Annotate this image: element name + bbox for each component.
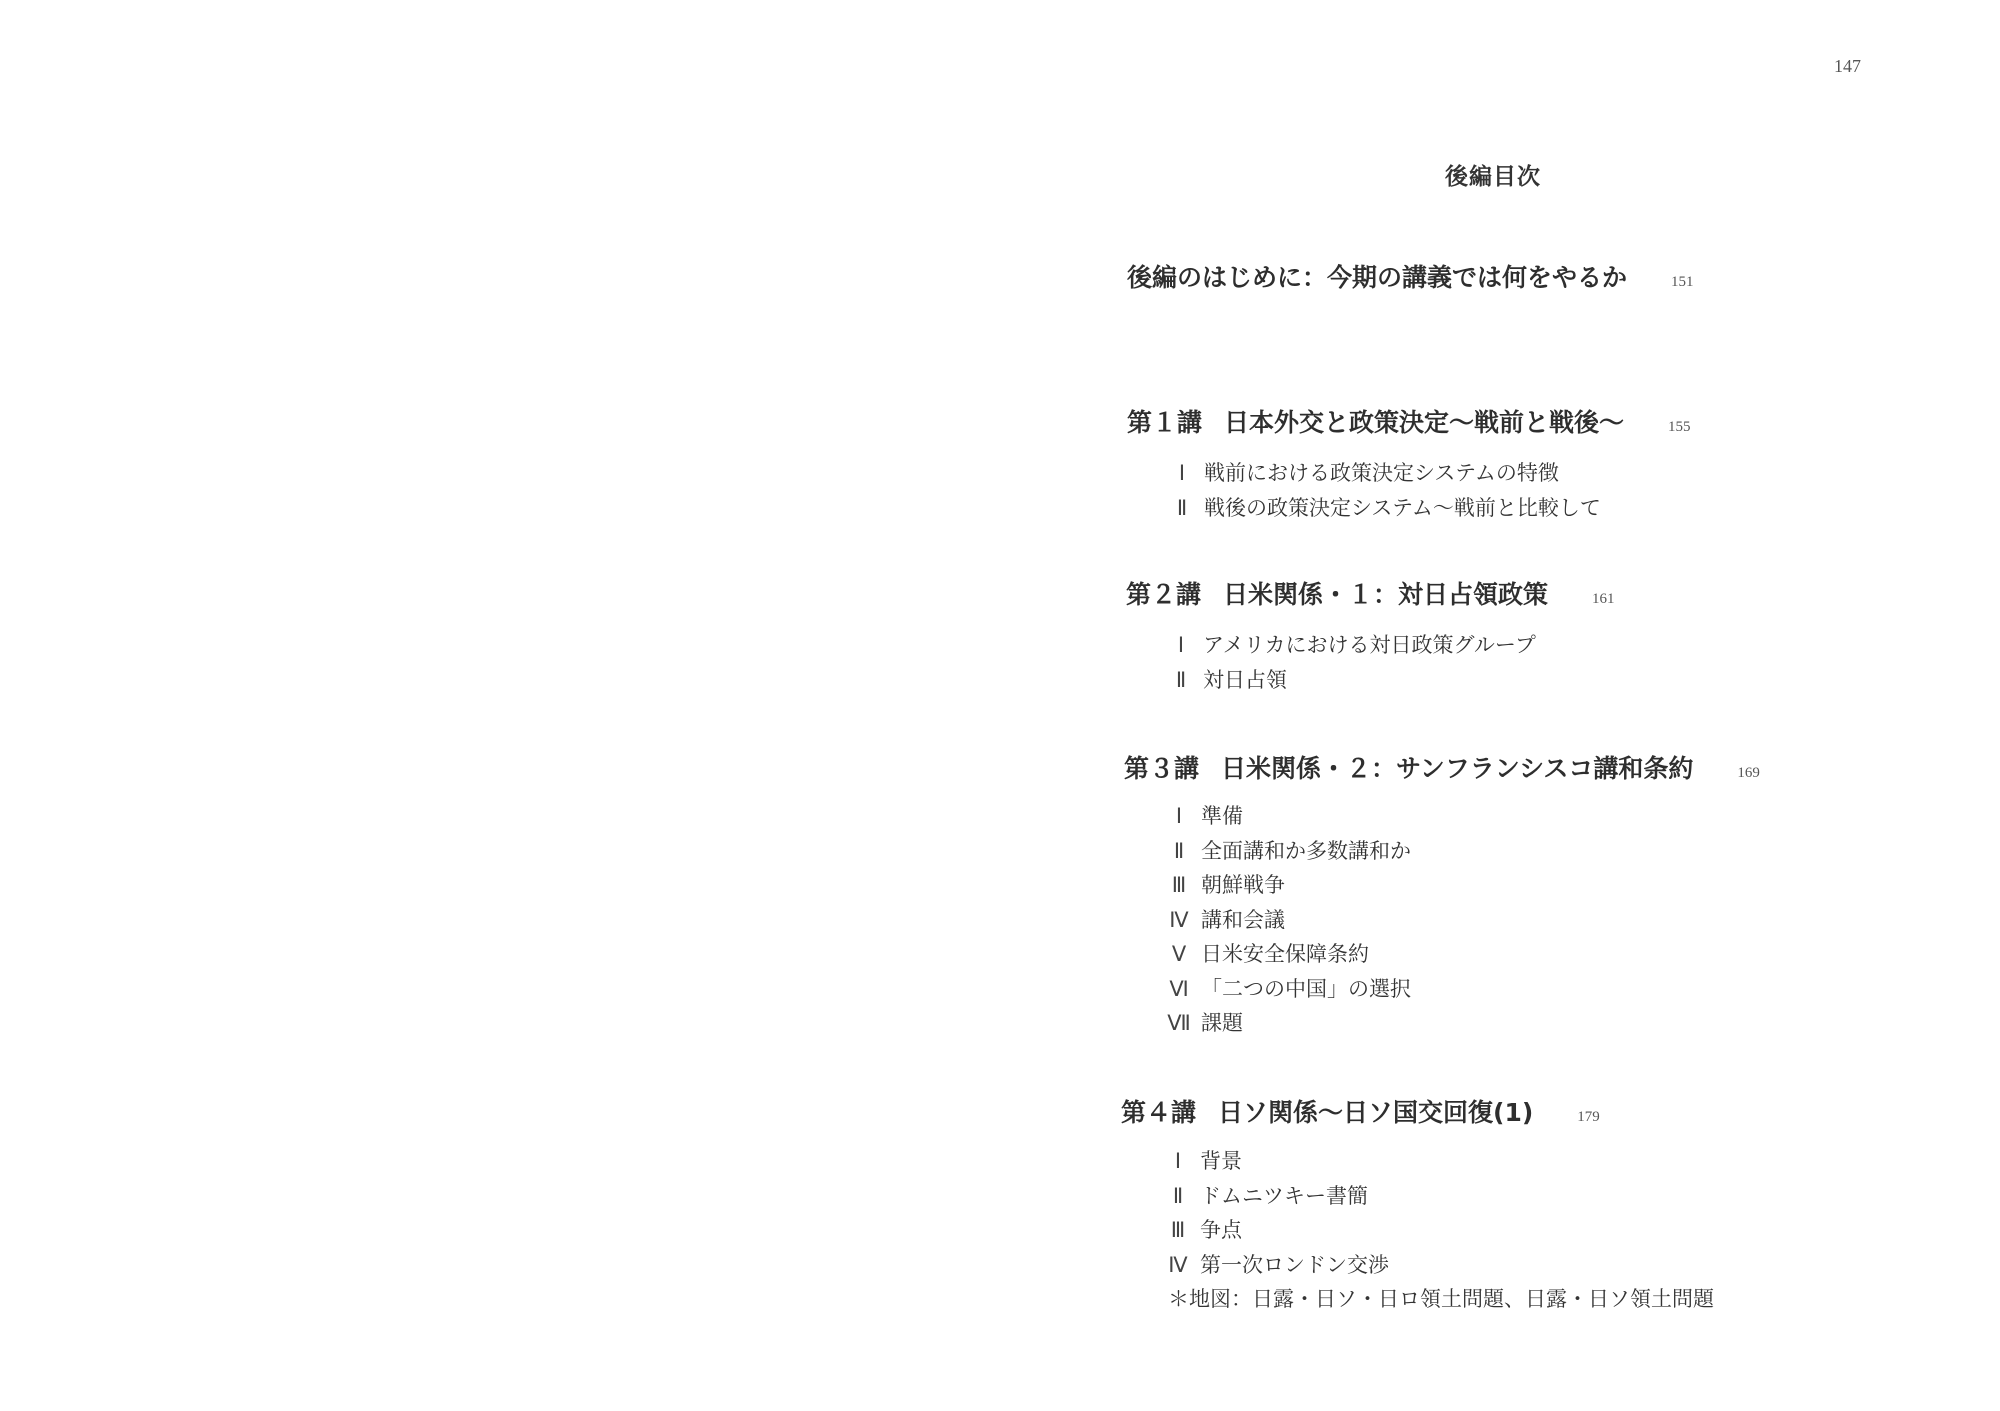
section-title: 準備	[1201, 804, 1243, 828]
section-item	[1157, 903, 1411, 938]
section-item	[1156, 1213, 1714, 1248]
section-item	[1157, 834, 1411, 869]
section-title: アメリカにおける対日政策グループ	[1203, 633, 1536, 657]
section-title: 背景	[1200, 1149, 1242, 1173]
lecture-1-title: 日本外交と政策決定～戦前と戦後～	[1224, 408, 1625, 437]
section-numeral: Ⅳ	[1169, 907, 1189, 932]
lecture-1-number: 第１講	[1127, 408, 1203, 437]
section-numeral: Ⅰ	[1177, 633, 1185, 657]
section-title: 課題	[1201, 1011, 1243, 1035]
intro-page-ref: 151	[1671, 273, 1694, 290]
lecture-4-sections	[1156, 1144, 1714, 1317]
section-numeral: Ⅲ	[1170, 1218, 1186, 1242]
lecture-3-sections	[1157, 799, 1411, 1041]
lecture-2-number: 第２講	[1126, 580, 1202, 609]
section-numeral: Ⅰ	[1175, 804, 1183, 828]
lecture-1-sections	[1160, 456, 1601, 525]
section-item	[1157, 799, 1411, 834]
section-item	[1157, 868, 1411, 903]
section-title: 日米安全保障条約	[1201, 942, 1369, 966]
section-item	[1159, 628, 1536, 663]
lecture-2-title: 日米関係・１：対日占領政策	[1223, 580, 1549, 609]
lecture-2-page-ref: 161	[1592, 590, 1615, 607]
section-item	[1156, 1248, 1714, 1283]
section-title: 朝鮮戦争	[1201, 873, 1285, 897]
section-numeral: Ⅲ	[1171, 873, 1187, 897]
section-title: 全面講和か多数講和か	[1201, 838, 1411, 863]
lecture-4-heading	[1121, 1093, 1600, 1129]
section-numeral: Ⅰ	[1178, 461, 1186, 485]
lecture-4-title: 日ソ関係～日ソ国交回復(1)	[1218, 1098, 1534, 1127]
map-note-text: ＊地図：日露・日ソ・日ロ領土問題、日露・日ソ領土問題	[1168, 1287, 1714, 1311]
section-title: 第一次ロンドン交渉	[1200, 1252, 1389, 1277]
lecture-4-number: 第４講	[1121, 1098, 1197, 1127]
toc-title: 後編目次	[1445, 164, 1541, 190]
section-title: 戦前における政策決定システムの特徴	[1204, 461, 1559, 485]
section-numeral: Ⅱ	[1172, 1183, 1184, 1208]
lecture-4-page-ref: 179	[1577, 1108, 1600, 1125]
section-item	[1157, 1006, 1411, 1041]
lecture-2-sections	[1159, 628, 1536, 697]
section-numeral: Ⅴ	[1171, 942, 1187, 966]
lecture-1-page-ref: 155	[1668, 418, 1691, 435]
section-item	[1156, 1144, 1714, 1179]
section-item	[1157, 937, 1411, 972]
section-numeral: Ⅳ	[1168, 1252, 1188, 1277]
section-numeral: Ⅱ	[1173, 838, 1185, 863]
map-note	[1156, 1282, 1714, 1317]
toc-entry-intro	[1127, 258, 1694, 294]
section-item	[1159, 663, 1536, 698]
section-title: 対日占領	[1203, 667, 1287, 692]
section-numeral: Ⅱ	[1176, 495, 1188, 520]
section-numeral: Ⅶ	[1167, 1011, 1191, 1035]
lecture-1-heading	[1127, 403, 1691, 439]
lecture-3-title: 日米関係・２：サンフランシスコ講和条約	[1221, 754, 1694, 783]
lecture-3-page-ref: 169	[1737, 764, 1760, 781]
section-item	[1157, 972, 1411, 1007]
section-numeral: Ⅱ	[1175, 667, 1187, 692]
section-item	[1156, 1179, 1714, 1214]
section-item	[1160, 456, 1601, 491]
lecture-2-heading	[1126, 575, 1615, 611]
section-numeral: Ⅰ	[1174, 1149, 1182, 1173]
intro-title: 後編のはじめに：今期の講義では何をやるか	[1127, 263, 1628, 292]
lecture-3-number: 第３講	[1124, 754, 1200, 783]
section-title: 講和会議	[1201, 907, 1285, 932]
lecture-3-heading	[1124, 749, 1760, 785]
section-title: 「二つの中国」の選択	[1201, 976, 1411, 1001]
section-title: 戦後の政策決定システム～戦前と比較して	[1204, 495, 1601, 520]
section-title: ドムニツキー書簡	[1200, 1183, 1368, 1208]
section-numeral: Ⅵ	[1169, 976, 1189, 1001]
section-item	[1160, 491, 1601, 526]
page-number: 147	[1834, 56, 1861, 76]
section-title: 争点	[1200, 1218, 1242, 1242]
